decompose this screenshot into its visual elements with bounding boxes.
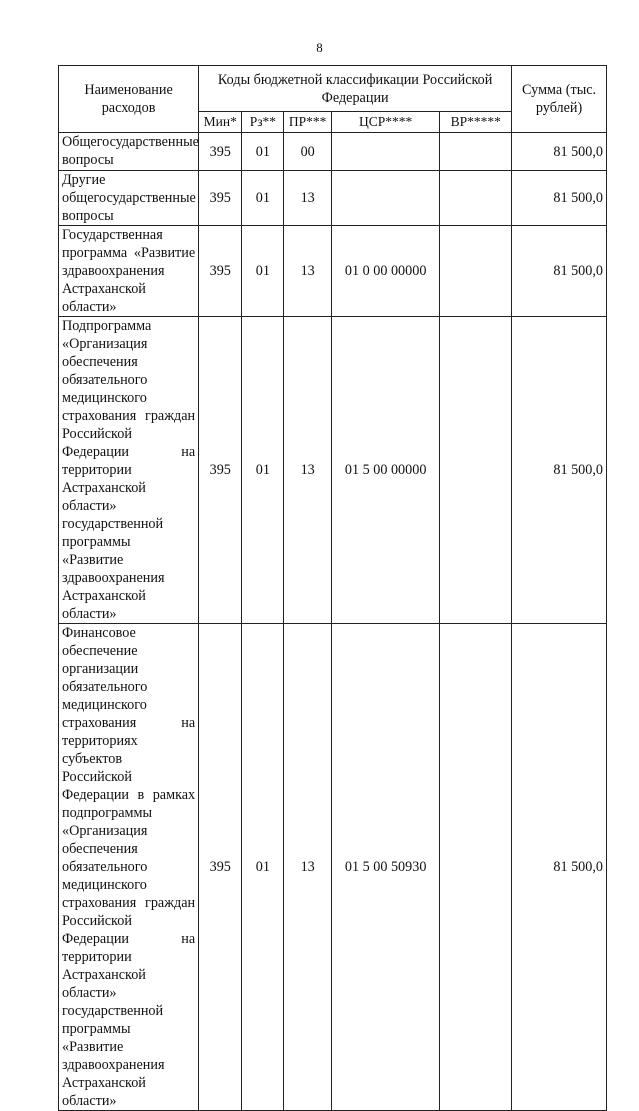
row-vr (440, 317, 512, 624)
row-rz: 01 (242, 624, 284, 1111)
row-rz: 01 (242, 133, 284, 171)
header-min: Мин* (199, 112, 242, 133)
budget-table (58, 65, 607, 1111)
row-name: Другие общегосударственные вопросы (59, 171, 199, 226)
row-min: 395 (199, 624, 242, 1111)
header-vr: ВР***** (440, 112, 512, 133)
row-name: Общегосударственные вопросы (59, 133, 199, 171)
row-pr: 13 (284, 171, 331, 226)
row-pr: 13 (284, 317, 331, 624)
header-rz: Рз** (242, 112, 284, 133)
row-sum: 81 500,0 (512, 226, 607, 317)
row-vr (440, 226, 512, 317)
row-min: 395 (199, 226, 242, 317)
row-vr (440, 133, 512, 171)
header-codes: Коды бюджетной классификации Российской Федерации (199, 66, 512, 112)
row-sum: 81 500,0 (512, 317, 607, 624)
row-name: Подпрограмма «Организация обеспечения обязательного медицинского страхования граждан Российской Федерации на территории Астраханской области» государственной программы «Развитие здравоохранения Астраханской области» (59, 317, 199, 624)
header-csr: ЦСР**** (331, 112, 440, 133)
row-csr: 01 5 00 50930 (331, 624, 440, 1111)
row-vr (440, 624, 512, 1111)
row-rz: 01 (242, 317, 284, 624)
row-csr: 01 0 00 00000 (331, 226, 440, 317)
row-vr (440, 171, 512, 226)
table-row (59, 624, 607, 1111)
row-rz: 01 (242, 226, 284, 317)
header-name: Наименование расходов (59, 66, 199, 133)
row-min: 395 (199, 171, 242, 226)
row-name: Финансовое обеспечение организации обязательного медицинского страхования на территориях субъектов Российской Федерации в рамках подпрограммы «Организация обеспечения обязательного медицинского страхования граждан Российской Федерации на территории Астраханской области» государственной программы «Развитие здравоохранения Астраханской области» (59, 624, 199, 1111)
row-min: 395 (199, 133, 242, 171)
table-row (59, 133, 607, 171)
table-row (59, 226, 607, 317)
row-csr: 01 5 00 00000 (331, 317, 440, 624)
row-pr: 00 (284, 133, 331, 171)
header-sum: Сумма (тыс. рублей) (512, 66, 607, 133)
row-sum: 81 500,0 (512, 133, 607, 171)
row-pr: 13 (284, 226, 331, 317)
table-row (59, 317, 607, 624)
row-sum: 81 500,0 (512, 171, 607, 226)
row-sum: 81 500,0 (512, 624, 607, 1111)
row-csr (331, 133, 440, 171)
header-pr: ПР*** (284, 112, 331, 133)
row-csr (331, 171, 440, 226)
table-row (59, 171, 607, 226)
page-number: 8 (316, 40, 323, 55)
row-min: 395 (199, 317, 242, 624)
row-rz: 01 (242, 171, 284, 226)
row-name: Государственная программа «Развитие здравоохранения Астраханской области» (59, 226, 199, 317)
row-pr: 13 (284, 624, 331, 1111)
